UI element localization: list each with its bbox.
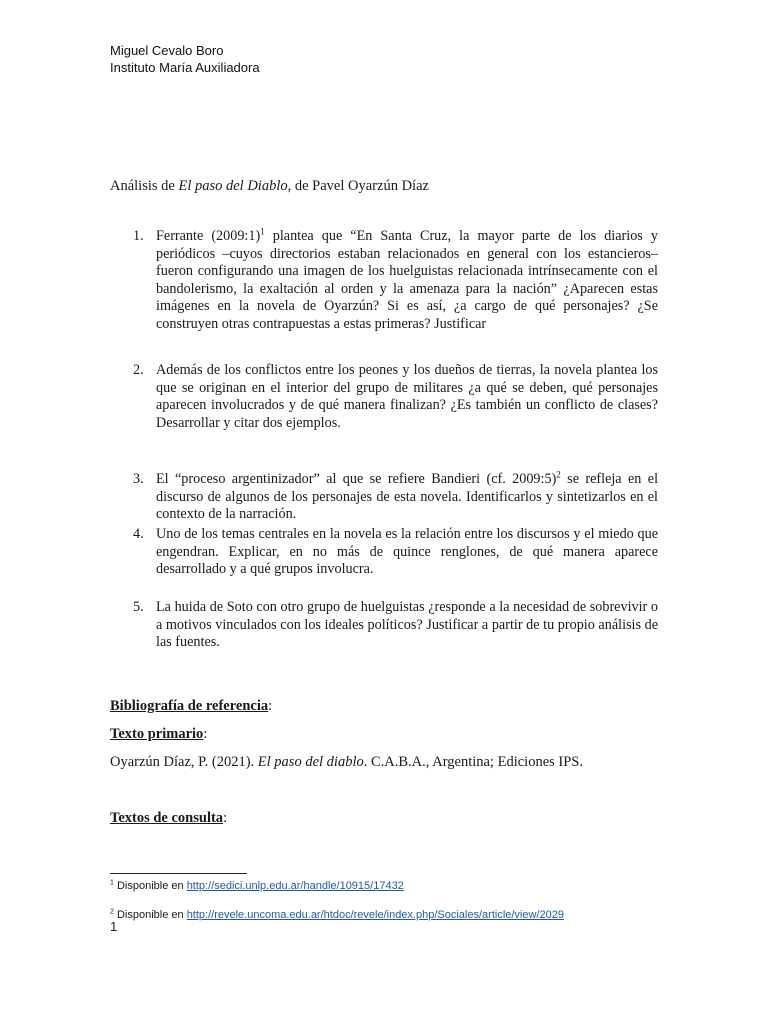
question-number: 1. [133, 228, 144, 244]
primary-heading-text: Texto primario [110, 726, 204, 742]
entry-title: El paso del diablo [257, 754, 364, 770]
heading-colon: : [223, 810, 228, 826]
author-name: Miguel Cevalo Boro [110, 43, 224, 58]
question-text: Uno de los temas centrales en la novela es la relación entre los discursos y el miedo que engendran. Explicar, en no más de quince renglones, de qué manera aparece desarrollado y a qué grupos involucra. [156, 526, 658, 577]
question-number: 2. [133, 362, 144, 378]
consult-texts-heading [110, 809, 227, 827]
footnote-ref: 1 [260, 226, 265, 237]
title-prefix: Análisis de [110, 178, 179, 194]
question-number: 4. [133, 526, 144, 542]
footnote-label: Disponible en [113, 880, 187, 892]
question-number: 5. [133, 599, 144, 615]
question-text-rest: plantea que “En Santa Cruz, la mayor parte de los diarios y periódicos –cuyos directorios estaban relacionados en general con los estancieros– fueron configurando una imagen de los huelguistas relacionada intrínsecamente con el bandolerismo, la exaltación al orden y la amenaza para la nación” ¿Aparecen estas imágenes en la novela de Oyarzún? Si es así, ¿a cargo de qué personajes? ¿Se construyen otras contrapuestas a estas primeras? Justificar [156, 228, 658, 332]
page-number: 1 [110, 919, 118, 934]
question-text: La huida de Soto con otro grupo de huelguistas ¿responde a la necesidad de sobrevivir o a motivos vinculados con los ideales políticos? Justificar a partir de tu propio análisis de las fuentes. [156, 599, 658, 650]
footnote-number: 2 [110, 908, 114, 916]
title-work: El paso del Diablo [178, 178, 288, 194]
bibliography-heading [110, 697, 272, 715]
primary-text-heading [110, 725, 207, 743]
footnote-number: 1 [110, 879, 114, 887]
footnote-1 [110, 879, 404, 893]
question-text [156, 228, 658, 333]
title-suffix: , de Pavel Oyarzún Díaz [287, 178, 429, 194]
primary-text-entry [110, 753, 583, 771]
footnote-separator [110, 873, 247, 874]
question-text-lead: El “proceso argentinizador” al que se refiere Bandieri (cf. 2009:5) [156, 471, 557, 487]
question-text-lead: Ferrante (2009:1) [156, 228, 261, 244]
heading-colon: : [268, 698, 273, 714]
heading-colon: : [203, 726, 208, 742]
footnote-ref: 2 [556, 469, 561, 480]
institution-name: Instituto María Auxiliadora [110, 60, 260, 75]
footnote-2 [110, 908, 564, 922]
question-text [156, 471, 658, 524]
entry-author: Oyarzún Díaz, P. (2021). [110, 754, 258, 770]
question-number: 3. [133, 471, 144, 487]
footnote-link[interactable]: http://revele.uncoma.edu.ar/htdoc/revele/index.php/Sociales/article/view/2029 [186, 909, 564, 921]
entry-publisher: . C.A.B.A., Argentina; Ediciones IPS. [363, 754, 583, 770]
document-title [110, 177, 429, 195]
question-text-rest: se refleja en el discurso de algunos de los personajes de esta novela. Identificarlos y sintetizarlos en el contexto de la narración. [156, 471, 659, 522]
question-text: Además de los conflictos entre los peones y los dueños de tierras, la novela plantea los que se originan en el interior del grupo de militares ¿a qué se deben, qué personajes aparecen involucrados y de qué manera finalizan? ¿Es también un conflicto de clases? Desarrollar y citar dos ejemplos. [156, 362, 658, 431]
footnote-label: Disponible en [113, 909, 187, 921]
footnote-link[interactable]: http://sedici.unlp.edu.ar/handle/10915/17432 [186, 880, 404, 892]
consult-heading-text: Textos de consulta [110, 810, 224, 826]
bibliography-heading-text: Bibliografía de referencia [110, 698, 269, 714]
document-header [110, 42, 260, 76]
